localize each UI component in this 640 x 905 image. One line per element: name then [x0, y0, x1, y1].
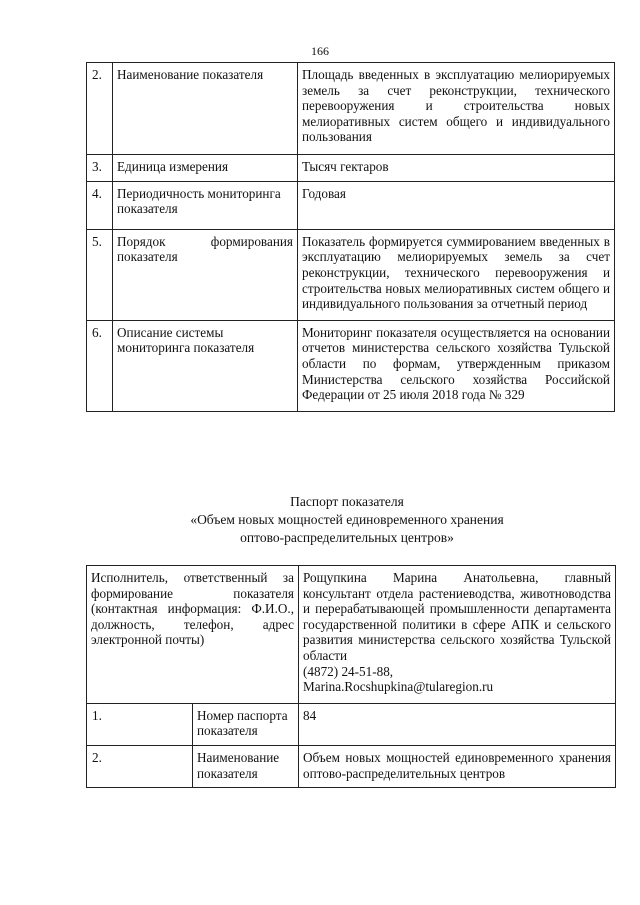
table-row — [87, 745, 616, 787]
row-number: 5. — [87, 229, 113, 320]
row-label: Описание системы мониторинга показателя — [113, 320, 298, 411]
table-row — [87, 181, 615, 229]
row-number: 2. — [87, 745, 193, 787]
row-number: 4. — [87, 181, 113, 229]
row-label: Периодичность мониторинга показателя — [113, 181, 298, 229]
row-value: Объем новых мощностей единовременного хранения оптово-распределительных центров — [299, 745, 616, 787]
row-value: Показатель формируется суммированием введенных в эксплуатацию мелиорируемых земель за счет реконструкции, технического перевооружения и строительства новых мелиоративных систем общего и индивидуального пользования за отчетный период — [298, 229, 615, 320]
executor-label: Исполнитель, ответственный за формирование показателя (контактная информация: Ф.И.О., должность, телефон, адрес электронной почты) — [87, 566, 299, 704]
executor-value — [299, 566, 616, 704]
table-row — [87, 154, 615, 181]
page-number: 166 — [311, 44, 329, 58]
row-number: 6. — [87, 320, 113, 411]
indicator-table-top — [86, 62, 615, 412]
executor-phone: (4872) 24-51-88, — [303, 663, 394, 679]
row-value: Площадь введенных в эксплуатацию мелиорируемых земель за счет реконструкции, технического перевооружения и строительства новых мелиоративных систем общего и индивидуального пользования — [298, 63, 615, 155]
passport-heading-title: Паспорт показателя — [290, 494, 404, 509]
row-number: 3. — [87, 154, 113, 181]
row-number: 2. — [87, 63, 113, 155]
row-label: Наименование показателя — [193, 745, 299, 787]
row-label: Порядок формирования показателя — [113, 229, 298, 320]
table-row — [87, 63, 615, 155]
row-value: 84 — [299, 703, 616, 745]
row-value: Тысяч гектаров — [298, 154, 615, 181]
passport-heading-line: «Объем новых мощностей единовременного хранения — [190, 512, 504, 527]
row-label: Единица измерения — [113, 154, 298, 181]
row-label: Наименование показателя — [113, 63, 298, 155]
row-value: Мониторинг показателя осуществляется на основании отчетов министерства сельского хозяйства Тульской области по формам, утвержденным приказом Министерства сельского хозяйства Российской Федерации от 25 июля 2018 года № 329 — [298, 320, 615, 411]
passport-heading-line: оптово-распределительных центров» — [240, 530, 454, 545]
row-number: 1. — [87, 703, 193, 745]
indicator-table-bottom — [86, 565, 616, 788]
row-label: Номер паспорта показателя — [193, 703, 299, 745]
table-row — [87, 320, 615, 411]
row-value: Годовая — [298, 181, 615, 229]
table-row — [87, 229, 615, 320]
executor-text: Рощупкина Марина Анатольевна, главный консультант отдела растениеводства, животноводства и перерабатывающей промышленности департамента государственной политики в сфере АПК и сельского развития министерства сельского хозяйства Тульской области — [303, 570, 611, 663]
table-row — [87, 566, 616, 704]
executor-email: Marina.Rocshupkina@tularegion.ru — [303, 679, 494, 695]
table-row — [87, 703, 616, 745]
